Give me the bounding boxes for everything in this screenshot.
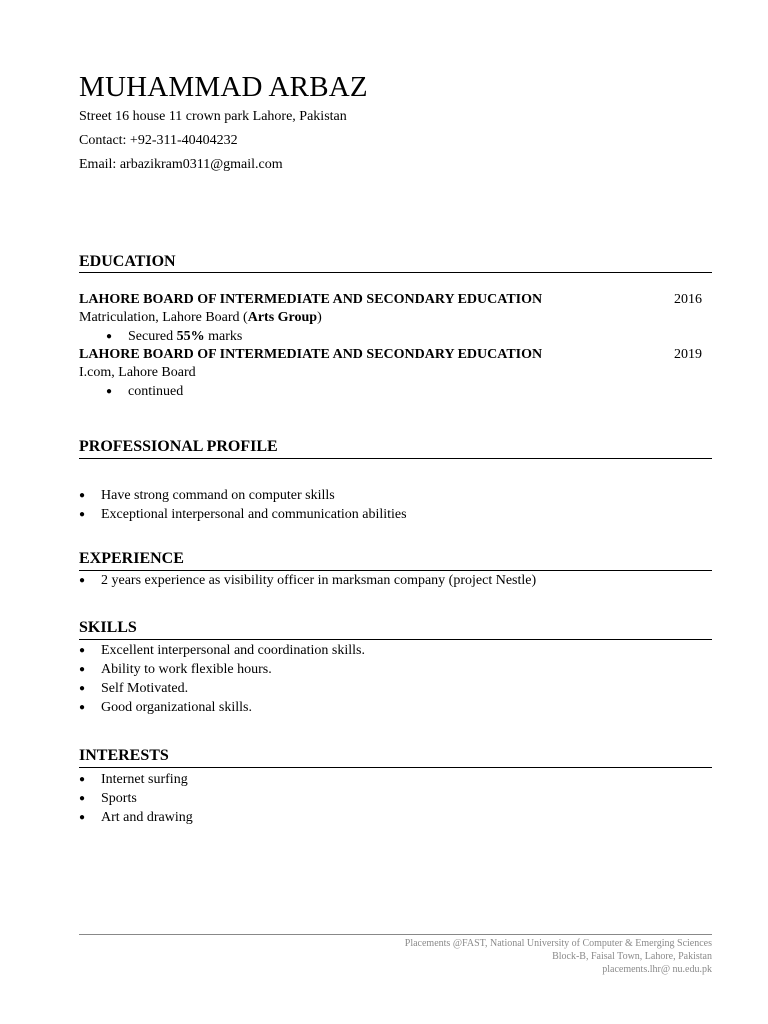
footer-divider bbox=[79, 934, 712, 935]
address-line: Street 16 house 11 crown park Lahore, Pakistan bbox=[79, 109, 347, 124]
bullet-icon: ● bbox=[79, 509, 86, 520]
list-item bbox=[106, 327, 242, 346]
list-item-text: Good organizational skills. bbox=[101, 700, 252, 715]
list-item bbox=[79, 698, 252, 717]
bullet-icon: ● bbox=[106, 331, 113, 342]
bullet-icon: ● bbox=[106, 386, 113, 397]
list-item bbox=[79, 505, 407, 524]
email-line: Email: arbazikram0311@gmail.com bbox=[79, 157, 283, 172]
education-year: 2016 bbox=[674, 292, 702, 307]
list-item-text: Have strong command on computer skills bbox=[101, 488, 335, 503]
education-degree bbox=[79, 309, 322, 327]
section-divider bbox=[79, 639, 712, 640]
contact-line: Contact: +92-311-40404232 bbox=[79, 133, 238, 148]
list-item-text: Art and drawing bbox=[101, 810, 193, 825]
list-item bbox=[79, 770, 188, 789]
bullet-icon: ● bbox=[79, 645, 86, 656]
list-item-text: Sports bbox=[101, 791, 137, 806]
list-item bbox=[106, 382, 183, 401]
list-item bbox=[79, 679, 188, 698]
list-item bbox=[79, 571, 536, 590]
education-institution: LAHORE BOARD OF INTERMEDIATE AND SECONDARY EDUCATION bbox=[79, 347, 543, 362]
list-item bbox=[79, 808, 193, 827]
list-item-text: Ability to work flexible hours. bbox=[101, 662, 272, 677]
list-item-text-end: marks bbox=[204, 329, 243, 344]
marks-value: 55% bbox=[176, 329, 205, 344]
footer-email: placements.lhr@ nu.edu.pk bbox=[602, 964, 712, 975]
education-title: EDUCATION bbox=[79, 253, 176, 270]
list-item bbox=[79, 789, 137, 808]
list-item bbox=[79, 660, 272, 679]
bullet-icon: ● bbox=[79, 702, 86, 713]
section-divider bbox=[79, 458, 712, 459]
professional-profile-title: PROFESSIONAL PROFILE bbox=[79, 438, 278, 455]
list-item-text: Self Motivated. bbox=[101, 681, 189, 696]
education-institution: LAHORE BOARD OF INTERMEDIATE AND SECONDARY EDUCATION bbox=[79, 292, 543, 307]
education-year: 2019 bbox=[674, 347, 702, 362]
bullet-icon: ● bbox=[79, 774, 86, 785]
bullet-icon: ● bbox=[79, 683, 86, 694]
degree-text: Matriculation, Lahore Board ( bbox=[79, 310, 248, 325]
list-item-text: Secured bbox=[128, 329, 177, 344]
skills-title: SKILLS bbox=[79, 619, 137, 636]
degree-group: Arts Group bbox=[247, 310, 318, 325]
education-degree: I.com, Lahore Board bbox=[79, 365, 196, 380]
bullet-icon: ● bbox=[79, 812, 86, 823]
section-divider bbox=[79, 767, 712, 768]
footer-line: Placements @FAST, National University of Computer & Emerging Sciences bbox=[404, 938, 712, 949]
interests-title: INTERESTS bbox=[79, 747, 169, 764]
candidate-name: MUHAMMAD ARBAZ bbox=[79, 71, 368, 103]
list-item-text: continued bbox=[128, 384, 184, 399]
degree-text-end: ) bbox=[317, 310, 322, 325]
bullet-icon: ● bbox=[79, 575, 86, 586]
section-divider bbox=[79, 272, 712, 273]
list-item-text: Excellent interpersonal and coordination skills. bbox=[101, 643, 365, 658]
list-item-text: 2 years experience as visibility officer in marksman company (project Nestle) bbox=[101, 573, 537, 588]
bullet-icon: ● bbox=[79, 664, 86, 675]
list-item bbox=[79, 486, 335, 505]
bullet-icon: ● bbox=[79, 490, 86, 501]
list-item-text: Exceptional interpersonal and communication abilities bbox=[101, 507, 407, 522]
experience-title: EXPERIENCE bbox=[79, 550, 184, 567]
list-item bbox=[79, 641, 365, 660]
footer-line: Block-B, Faisal Town, Lahore, Pakistan bbox=[552, 951, 712, 962]
bullet-icon: ● bbox=[79, 793, 86, 804]
list-item-text: Internet surfing bbox=[101, 772, 188, 787]
